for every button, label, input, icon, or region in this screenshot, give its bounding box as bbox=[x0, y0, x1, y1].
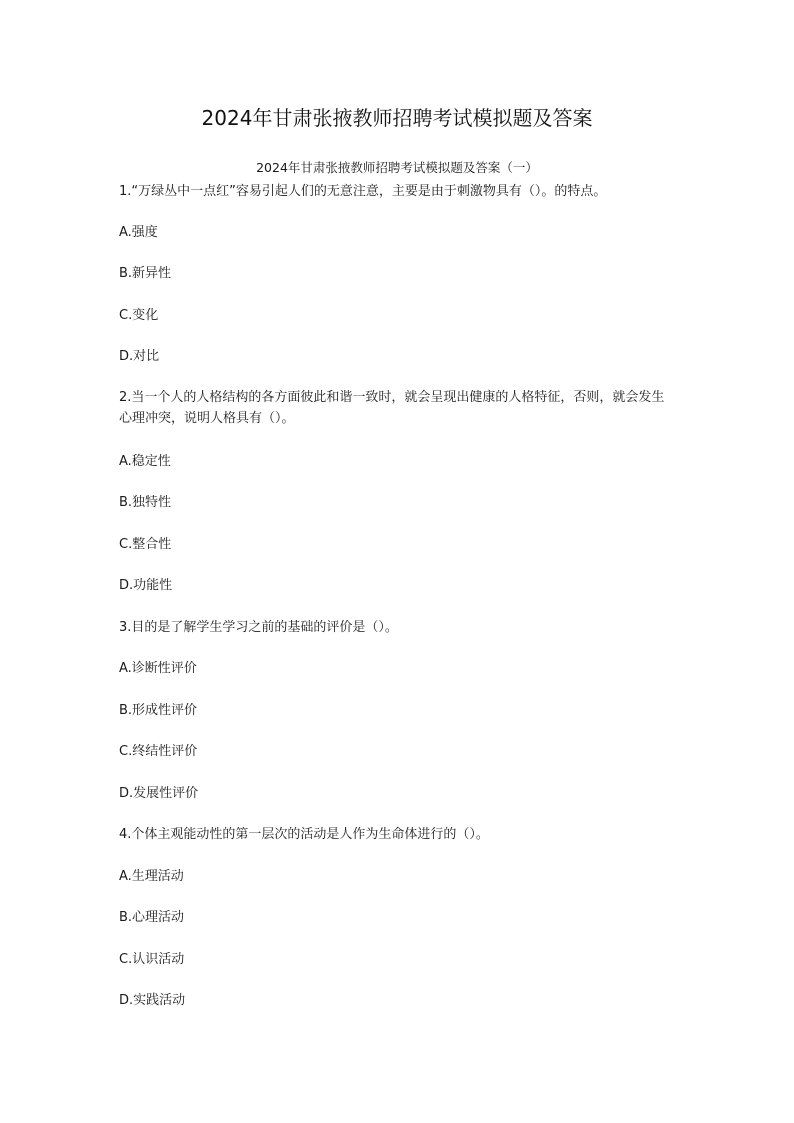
question-1-option-d: D.对比 bbox=[119, 349, 160, 364]
question-2-option-b: B.独特性 bbox=[119, 495, 172, 510]
question-1: 1.“万绿丛中一点红”容易引起人们的无意注意，主要是由于刺激物具有（）。的特点。 bbox=[119, 184, 607, 199]
question-3-option-a: A.诊断性评价 bbox=[119, 661, 197, 676]
question-3-option-b: B.形成性评价 bbox=[119, 703, 198, 718]
document-title: 2024年甘肃张掖教师招聘考试模拟题及答案 bbox=[201, 106, 593, 130]
question-1-option-a: A.强度 bbox=[119, 225, 158, 240]
question-1-option-b: B.新异性 bbox=[119, 266, 172, 281]
question-1-option-c: C.变化 bbox=[119, 308, 159, 323]
question-2: 2.当一个人的人格结构的各方面彼此和谐一致时，就会呈现出健康的人格特征，否则，就会发生心理冲突，说明人格具有（）。 bbox=[119, 390, 665, 426]
question-3: 3.目的是了解学生学习之前的基础的评价是（）。 bbox=[119, 620, 398, 635]
question-3-option-c: C.终结性评价 bbox=[119, 744, 198, 759]
question-2-option-c: C.整合性 bbox=[119, 537, 172, 552]
question-4-option-a: A.生理活动 bbox=[119, 869, 184, 884]
question-4-option-d: D.实践活动 bbox=[119, 993, 186, 1008]
section-subtitle: 2024年甘肃张掖教师招聘考试模拟题及答案（一） bbox=[256, 160, 538, 175]
question-2-option-a: A.稳定性 bbox=[119, 454, 171, 469]
question-3-option-d: D.发展性评价 bbox=[119, 786, 199, 801]
question-4-option-c: C.认识活动 bbox=[119, 952, 185, 967]
question-4: 4.个体主观能动性的第一层次的活动是人作为生命体进行的（）。 bbox=[119, 827, 489, 842]
question-4-option-b: B.心理活动 bbox=[119, 910, 185, 925]
question-2-option-d: D.功能性 bbox=[119, 578, 173, 593]
